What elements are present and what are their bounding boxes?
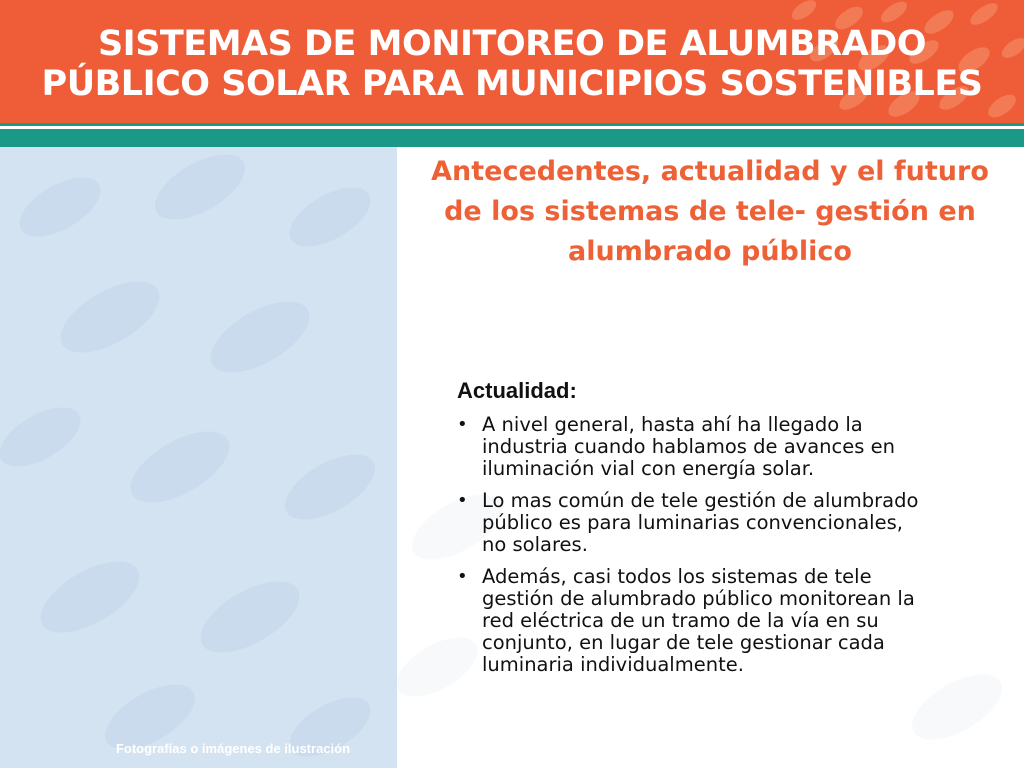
slide-title-line2: PÚBLICO SOLAR PARA MUNICIPIOS SOSTENIBLES: [41, 64, 983, 104]
bullet-text: Lo mas común de tele gestión de alumbrado público es para luminarias convencionales, no solares.: [482, 489, 919, 556]
image-caption: Fotografías o imágenes de ilustración: [115, 741, 351, 756]
slide-subtitle: [420, 152, 1000, 272]
illustration-panel: [0, 147, 397, 768]
bullet-item: [457, 566, 927, 676]
slide-title: [0, 24, 1024, 104]
title-banner: [0, 0, 1024, 123]
bullet-item: [457, 490, 927, 556]
bullet-item: [457, 414, 927, 480]
slide-subtitle-line2: de los sistemas de tele- gestión en: [444, 196, 976, 227]
section-heading: Actualidad:: [457, 378, 577, 403]
slide-subtitle-line3: alumbrado público: [568, 236, 852, 267]
bullet-icon: •: [457, 414, 468, 435]
slide-title-line1: SISTEMAS DE MONITOREO DE ALUMBRADO: [97, 24, 927, 64]
bullet-icon: •: [457, 490, 468, 511]
bullet-text: A nivel general, hasta ahí ha llegado la industria cuando hablamos de avances en iluminación vial con energía solar.: [482, 413, 895, 480]
panel-decoration: [0, 147, 397, 768]
bullet-list: [457, 414, 927, 676]
bullet-text: Además, casi todos los sistemas de tele gestión de alumbrado público monitorean la red eléctrica de un tramo de la vía en su conjunto, en lugar de tele gestionar cada luminaria individualmente.: [482, 565, 915, 676]
teal-divider-line: [0, 126, 1024, 129]
content-body: [457, 378, 927, 686]
slide-subtitle-line1: Antecedentes, actualidad y el futuro: [431, 156, 989, 187]
bullet-icon: •: [457, 566, 468, 587]
